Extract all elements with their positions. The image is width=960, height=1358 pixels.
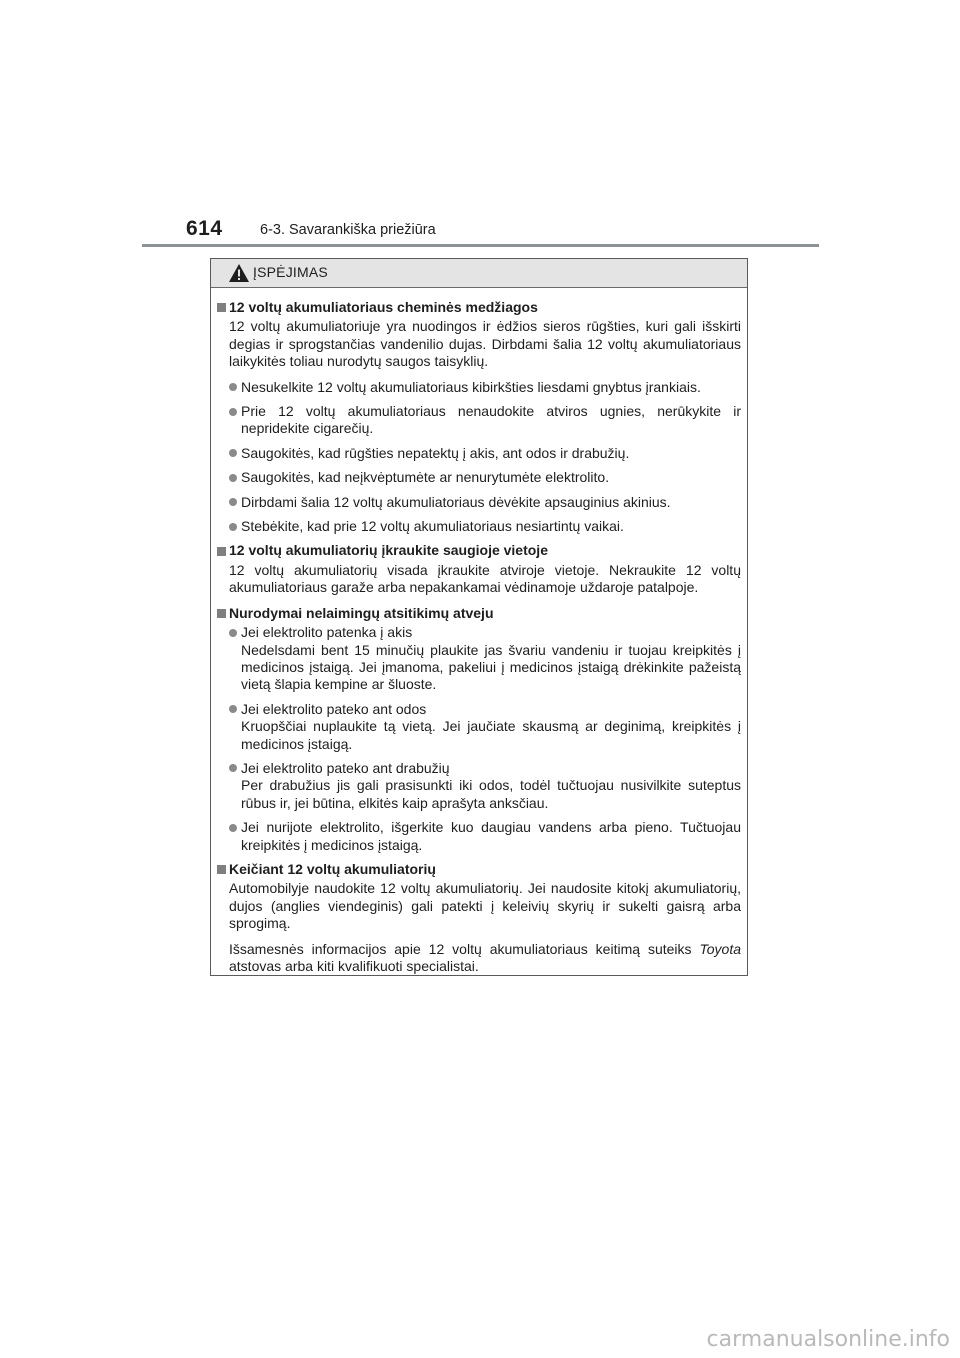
paragraph — [229, 941, 741, 976]
list-item — [229, 403, 741, 438]
case-title: Jei elektrolito pateko ant drabužių — [241, 759, 450, 776]
section-heading — [217, 299, 741, 316]
section-heading — [217, 861, 741, 878]
warning-body — [211, 288, 747, 975]
list-item — [229, 379, 741, 396]
square-bullet-icon — [217, 865, 226, 874]
paragraph-text: atstovas arba kiti kvalifikuoti specialistai. — [229, 958, 479, 974]
section-heading — [217, 542, 741, 559]
section-heading-text: 12 voltų akumuliatorių įkraukite saugioje vietoje — [229, 542, 548, 559]
section-heading — [217, 605, 741, 622]
list-item-text: Stebėkite, kad prie 12 voltų akumuliatoriaus nesiartintų vaikai. — [241, 518, 624, 535]
warning-box — [210, 258, 748, 976]
circle-bullet-icon — [229, 408, 237, 416]
section-heading-text: Keičiant 12 voltų akumuliatorių — [229, 860, 436, 877]
list-item-text — [241, 624, 741, 694]
warning-header — [211, 259, 747, 288]
warning-label: ĮSPĖJIMAS — [253, 264, 328, 280]
list-item-text — [241, 701, 741, 753]
circle-bullet-icon — [229, 824, 237, 832]
circle-bullet-icon — [229, 498, 237, 506]
list-item — [229, 624, 741, 694]
circle-bullet-icon — [229, 523, 237, 531]
list-item-text: Nesukelkite 12 voltų akumuliatoriaus kibirkšties liesdami gnybtus įrankiais. — [241, 378, 701, 395]
warning-triangle-icon — [228, 263, 250, 283]
list-item — [229, 819, 741, 854]
list-item-text — [241, 760, 741, 812]
section-heading-text: 12 voltų akumuliatoriaus cheminės medžiagos — [229, 299, 538, 315]
header-rule — [142, 244, 819, 247]
page-number: 614 — [186, 217, 223, 240]
case-title: Jei elektrolito pateko ant odos — [241, 700, 427, 717]
paragraph-text: Išsamesnės informacijos apie 12 voltų akumuliatoriaus keitimą suteiks — [229, 940, 700, 957]
list-item — [229, 494, 741, 511]
case-title: Jei elektrolito patenka į akis — [241, 624, 413, 641]
paragraph: 12 voltų akumuliatoriuje yra nuodingos ir ėdžios sieros rūgšties, kuri gali išskirti degias ir sprogstančias vandenilio dujas. Dirbdami šalia 12 voltų akumuliatoriaus laikykitės toliau nurodytų saugos taisyklių. — [229, 318, 741, 370]
circle-bullet-icon — [229, 705, 237, 713]
square-bullet-icon — [217, 303, 226, 312]
square-bullet-icon — [217, 609, 226, 618]
list-item — [229, 760, 741, 812]
list-item — [229, 469, 741, 486]
case-text: Per drabužius jis gali prasisunkti iki odos, todėl tučtuojau nusivilkite suteptus rūbus ir, jei būtina, elkitės kaip aprašyta anksčiau. — [241, 777, 741, 811]
case-text: Nedelsdami bent 15 minučių plaukite jas švariu vandeniu ir tuojau kreipkitės į medicinos įstaigą. Jei įmanoma, pakeliui į medicinos įstaigą drėkinkite pažeistą vietą šlapia kempine ar šluoste. — [241, 641, 741, 693]
case-text: Kruopščiai nuplaukite tą vietą. Jei jaučiate skausmą ar deginimą, kreipkitės į medicinos įstaigą. — [241, 718, 741, 752]
square-bullet-icon — [217, 547, 226, 556]
watermark-url: carmanualsonline.info — [706, 1327, 950, 1352]
list-item-text: Prie 12 voltų akumuliatoriaus nenaudokite atviros ugnies, nerūkykite ir nepridekite cigarečių. — [241, 403, 741, 437]
paragraph: 12 voltų akumuliatorių visada įkraukite atviroje vietoje. Nekraukite 12 voltų akumuliatoriaus garaže arba nepakankamai vėdinamoje uždaroje patalpoje. — [229, 561, 741, 596]
list-item-text: Saugokitės, kad neįkvėptumėte ar nenurytumėte elektrolito. — [241, 469, 610, 486]
circle-bullet-icon — [229, 383, 237, 391]
list-item-text: Saugokitės, kad rūgšties nepatektų į akis, ant odos ir drabužių. — [241, 444, 630, 461]
section-heading-text: Nurodymai nelaimingų atsitikimų atveju — [229, 604, 494, 621]
circle-bullet-icon — [229, 474, 237, 482]
paragraph: Automobilyje naudokite 12 voltų akumuliatorių. Jei naudosite kitokį akumuliatorių, dujos (anglies viendeginis) gali patekti į keleivių skyrių ir sukelti gaisrą arba sprogimą. — [229, 880, 741, 932]
list-item — [229, 518, 741, 535]
circle-bullet-icon — [229, 764, 237, 772]
list-item — [229, 701, 741, 753]
list-item-text: Jei nurijote elektrolito, išgerkite kuo daugiau vandens arba pieno. Tučtuojau kreipkitės į medicinos įstaigą. — [241, 819, 741, 853]
circle-bullet-icon — [229, 449, 237, 457]
brand-name: Toyota — [699, 940, 741, 957]
section-title: 6-3. Savarankiška priežiūra — [260, 222, 436, 238]
list-item-text: Dirbdami šalia 12 voltų akumuliatoriaus dėvėkite apsauginius akinius. — [241, 493, 671, 510]
circle-bullet-icon — [229, 629, 237, 637]
list-item — [229, 445, 741, 462]
